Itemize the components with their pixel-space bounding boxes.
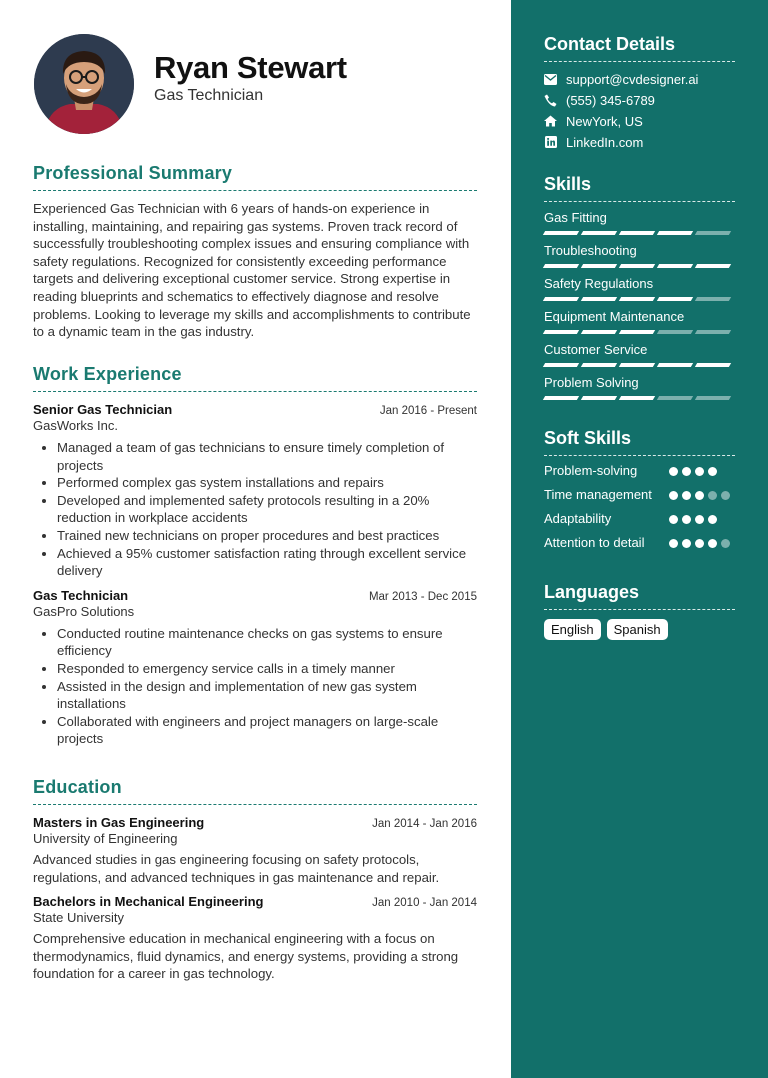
job-bullet: • Managed a team of gas technicians to ensure timely completion of projects xyxy=(57,439,477,474)
summary-section xyxy=(33,163,477,341)
skill-segment-filled xyxy=(543,297,579,301)
job-bullet: • Trained new technicians on proper procedures and best practices xyxy=(57,527,477,545)
sidebar xyxy=(511,0,768,1078)
skill-segment-filled xyxy=(581,363,617,367)
skill-segment-filled xyxy=(543,396,579,400)
education-section xyxy=(33,777,477,983)
candidate-title: Gas Technician xyxy=(154,87,264,104)
skill-segment-filled xyxy=(543,330,579,334)
skill-item xyxy=(544,375,735,400)
soft-skill-name: Time management xyxy=(544,487,652,502)
degree-name: Bachelors in Mechanical Engineering xyxy=(33,894,264,910)
rating-dot-filled xyxy=(708,539,717,548)
skill-name: Troubleshooting xyxy=(544,243,637,258)
education-entry xyxy=(33,815,477,886)
soft-skill-item xyxy=(544,486,735,504)
contact-linkedin[interactable] xyxy=(544,134,735,150)
rating-dot-empty xyxy=(708,491,717,500)
skill-item xyxy=(544,243,735,268)
skill-segment-filled xyxy=(657,297,693,301)
language-tags xyxy=(544,619,735,640)
skill-segment-empty xyxy=(695,396,731,400)
skills-heading: Skills xyxy=(544,174,735,202)
soft-skill-name: Adaptability xyxy=(544,511,612,526)
contact-email[interactable] xyxy=(544,71,735,87)
experience-heading: Work Experience xyxy=(33,364,477,392)
skill-name: Customer Service xyxy=(544,342,648,357)
languages-heading: Languages xyxy=(544,582,735,610)
linkedin-icon xyxy=(544,136,557,149)
skill-name: Equipment Maintenance xyxy=(544,309,685,324)
degree-description: Advanced studies in gas engineering focusing on safety protocols, regulations, and advanced techniques in gas maintenance and repair. xyxy=(33,852,440,885)
phone-text: (555) 345-6789 xyxy=(566,92,655,108)
skill-segment-filled xyxy=(657,231,693,235)
contact-heading: Contact Details xyxy=(544,34,735,62)
skill-segment-filled xyxy=(581,231,617,235)
soft-skill-rating xyxy=(669,467,735,476)
degree-dates: Jan 2014 - Jan 2016 xyxy=(372,818,477,830)
rating-dot-filled xyxy=(695,515,704,524)
envelope-icon xyxy=(544,73,557,86)
skill-level-bar xyxy=(544,363,735,367)
phone-icon xyxy=(544,94,557,107)
job-company: GasPro Solutions xyxy=(33,603,135,619)
rating-dot-filled xyxy=(669,491,678,500)
soft-skills-list xyxy=(544,462,735,552)
skill-segment-filled xyxy=(695,264,731,268)
degree-name: Masters in Gas Engineering xyxy=(33,815,205,830)
skill-level-bar xyxy=(544,297,735,301)
skill-segment-filled xyxy=(619,231,655,235)
rating-dot-filled xyxy=(669,539,678,548)
school-name: State University xyxy=(33,910,125,926)
contact-phone[interactable] xyxy=(544,92,735,108)
language-tag: Spanish xyxy=(607,619,668,640)
job-role: Gas Technician xyxy=(33,587,129,603)
rating-dot-filled xyxy=(682,515,691,524)
skill-segment-filled xyxy=(657,264,693,268)
skill-segment-empty xyxy=(695,330,731,334)
rating-dot-empty xyxy=(721,539,730,548)
skill-segment-filled xyxy=(695,363,731,367)
skill-name: Safety Regulations xyxy=(544,276,654,291)
contact-location xyxy=(544,113,735,129)
skill-level-bar xyxy=(544,231,735,235)
job-bullet: • Responded to emergency service calls in a timely manner xyxy=(57,660,477,678)
job-bullets xyxy=(33,439,477,580)
job-bullet: • Performed complex gas system installations and repairs xyxy=(57,474,477,492)
rating-dot-filled xyxy=(682,539,691,548)
skill-item xyxy=(544,342,735,367)
skill-segment-filled xyxy=(581,297,617,301)
summary-text: Experienced Gas Technician with 6 years of hands-on experience in installing, maintaining, and repairing gas systems. Proven track record of successfully troubleshooting complex issues and ensuring compliance with safety regulations. Recognized for consistently exceeding performance targets and delivering exceptional customer service. Strong expertise in reading blueprints and schematics to effectively diagnose and resolve problems. Looking to leverage my skills and accomplishments to contribute to a dynamic team in the gas industry. xyxy=(33,201,471,340)
language-tag: English xyxy=(544,619,601,640)
job-entry xyxy=(33,402,477,580)
soft-skill-item xyxy=(544,510,735,528)
skill-segment-filled xyxy=(619,297,655,301)
summary-heading: Professional Summary xyxy=(33,163,477,191)
skill-segment-filled xyxy=(619,396,655,400)
skill-level-bar xyxy=(544,330,735,334)
soft-skills-heading: Soft Skills xyxy=(544,428,735,456)
skill-segment-filled xyxy=(581,396,617,400)
school-name: University of Engineering xyxy=(33,831,178,846)
skill-segment-filled xyxy=(543,264,579,268)
home-icon xyxy=(544,115,557,128)
skill-item xyxy=(544,210,735,235)
job-bullet: • Achieved a 95% customer satisfaction rating through excellent service delivery xyxy=(57,545,477,580)
skill-segment-filled xyxy=(619,330,655,334)
education-heading: Education xyxy=(33,777,477,805)
job-dates: Mar 2013 - Dec 2015 xyxy=(368,590,477,603)
rating-dot-filled xyxy=(708,515,717,524)
rating-dot-filled xyxy=(695,467,704,476)
rating-dot-filled xyxy=(682,491,691,500)
rating-dot-filled xyxy=(695,539,704,548)
skills-list xyxy=(544,210,735,400)
soft-skill-rating xyxy=(669,539,735,548)
candidate-name: Ryan Stewart xyxy=(154,50,347,85)
skill-item xyxy=(544,276,735,301)
skill-segment-filled xyxy=(543,363,579,367)
skill-segment-empty xyxy=(657,330,693,334)
job-bullets xyxy=(33,625,477,748)
skill-segment-filled xyxy=(581,330,617,334)
job-bullet: • Developed and implemented safety protocols resulting in a 20% reduction in workplace accidents xyxy=(57,492,477,527)
rating-dot-empty xyxy=(721,491,730,500)
skill-segment-filled xyxy=(581,264,617,268)
skill-name: Problem Solving xyxy=(544,375,639,390)
job-bullet: • Collaborated with engineers and project managers on large-scale projects xyxy=(57,713,477,748)
soft-skill-rating xyxy=(669,491,735,500)
linkedin-text: LinkedIn.com xyxy=(566,134,644,150)
rating-dot-filled xyxy=(682,467,691,476)
soft-skill-item xyxy=(544,462,735,480)
soft-skill-name: Attention to detail xyxy=(544,535,645,550)
contact-list xyxy=(544,71,735,150)
avatar xyxy=(34,34,134,134)
job-company: GasWorks Inc. xyxy=(33,418,119,433)
skill-name: Gas Fitting xyxy=(544,210,607,225)
job-dates: Jan 2016 - Present xyxy=(379,405,477,417)
education-entry xyxy=(33,894,477,983)
email-text: support@cvdesigner.ai xyxy=(566,71,699,87)
rating-dot-filled xyxy=(669,467,678,476)
soft-skill-item xyxy=(544,534,735,552)
rating-dot-filled xyxy=(695,491,704,500)
skill-level-bar xyxy=(544,396,735,400)
skill-segment-filled xyxy=(657,363,693,367)
skill-segment-filled xyxy=(543,231,579,235)
skill-segment-empty xyxy=(657,396,693,400)
soft-skill-rating xyxy=(669,515,735,524)
job-bullet: • Assisted in the design and implementation of new gas system installations xyxy=(57,678,477,713)
location-text: NewYork, US xyxy=(566,113,643,129)
skill-level-bar xyxy=(544,264,735,268)
soft-skill-name: Problem-solving xyxy=(544,463,638,478)
job-bullet: • Conducted routine maintenance checks on gas systems to ensure efficiency xyxy=(57,625,477,660)
job-entry xyxy=(33,588,477,748)
rating-dot-filled xyxy=(669,515,678,524)
skill-segment-filled xyxy=(619,264,655,268)
rating-dot-filled xyxy=(708,467,717,476)
skill-segment-empty xyxy=(695,297,731,301)
job-role: Senior Gas Technician xyxy=(33,402,173,417)
skill-segment-filled xyxy=(619,363,655,367)
skill-item xyxy=(544,309,735,334)
skill-segment-empty xyxy=(695,231,731,235)
degree-description: Comprehensive education in mechanical engineering with a focus on thermodynamics, fluid dynamics, and energy systems, providing a strong foundation for a career in gas technology. xyxy=(33,931,459,982)
profile-photo xyxy=(34,34,134,134)
degree-dates: Jan 2010 - Jan 2014 xyxy=(372,897,477,910)
experience-section xyxy=(33,364,477,748)
